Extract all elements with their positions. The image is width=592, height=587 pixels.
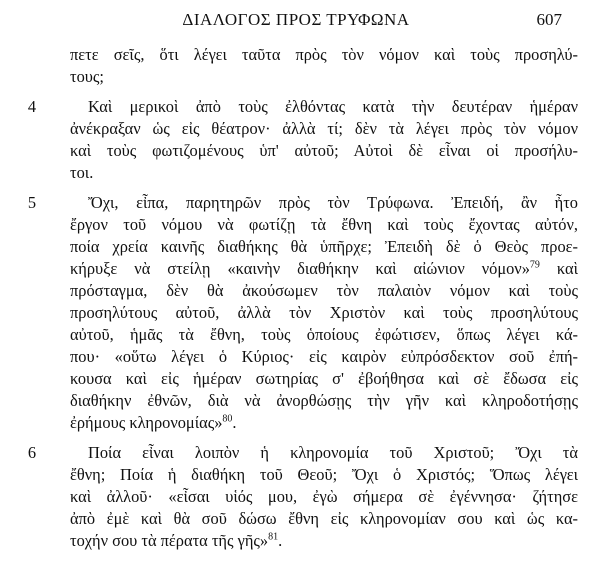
line-text: τοχήν σου τὰ πέρατα τῆς γῆς» [70,531,269,550]
text-line: Καὶ μερικοὶ ἀπὸ τοὺς ἐλθόντας κατὰ τὴν δευτέραν ἡμέραν [88,97,578,116]
text-line [70,412,578,434]
line-text: κήρυξε νὰ στείλῃ «καινὴν διαθήκην καὶ αἰώνιον νόμον» [70,259,530,278]
text-line: προσηλύτους αὐτοῦ, ἀλλὰ τὸν Χριστὸν καὶ τοὺς προσηλύτους [70,303,578,322]
text-line: Ποία εἶναι λοιπὸν ἡ κληρονομία τοῦ Χριστοῦ; Ὄχι τὰ [88,443,578,462]
footnote-ref-79[interactable]: 79 [529,259,540,271]
running-head [0,10,592,34]
footnote-ref-80[interactable]: 80 [222,413,233,425]
running-title: ΔΙΑΛΟΓΟΣ ΠΡΟΣ ΤΡΥΦΩΝΑ [182,10,410,29]
footnote-ref-81[interactable]: 81 [268,531,279,543]
text-line [70,530,578,552]
paragraph-6 [22,442,578,552]
paragraph-continuation [22,44,578,88]
text-line: τοι. [70,163,94,182]
text-line: ἀνέκραξαν ὡς εἰς θέατρον· ἀλλὰ τί; δὲν τὰ λέγει πρὸς τὸν νόμον [70,119,578,138]
page-number: 607 [536,10,562,29]
paragraph-number: 4 [27,97,37,116]
paragraph-4 [22,96,578,184]
text-line: τους; [70,67,104,86]
line-text: καὶ [539,259,578,278]
text-line: αὐτοῦ, ἡμᾶς τὰ ἔθνη, τοὺς ὁποίους ἐφώτισεν, ὅπως λέγει κά- [70,325,578,344]
text-line: καὶ τοὺς φωτιζομένους ὑπ' αὐτοῦ; Αὐτοὶ δὲ εἶναι οἱ προσήλυ- [70,141,578,160]
text-line: ποία χρεία καινῆς διαθήκης θὰ ὑπῆρχε; Ἐπειδὴ δὲ ὁ Θεὸς προε- [70,237,578,256]
text-line: πρόσταγμα, δὲν θὰ ἀκούσωμεν τὸν παλαιὸν νόμον καὶ τοὺς [70,281,578,300]
text-line: πετε σεῖς, ὅτι λέγει ταῦτα πρὸς τὸν νόμον καὶ τοὺς προσηλύ- [70,45,578,64]
text-line: που· «οὕτω λέγει ὁ Κύριος· εἰς καιρὸν εὐπρόσδεκτον σοῦ ἐπή- [70,347,578,366]
paragraph-number: 5 [27,193,37,212]
line-text: . [278,531,283,550]
text-line: καὶ ἀλλοῦ· «εἶσαι υἱός μου, ἐγὼ σήμερα σὲ ἐγέννησα· ζήτησε [70,487,578,506]
paragraph-5 [22,192,578,434]
line-text: . [232,413,237,432]
line-text: ἐρήμους κληρονομίας» [70,413,223,432]
body-text [22,44,578,560]
text-line: Ὄχι, εἶπα, παρητηρῶν πρὸς τὸν Τρύφωνα. Ἐπειδή, ἂν ἦτο [88,193,578,212]
text-line: ἔργον τοῦ νόμου νὰ φωτίζῃ τὰ ἔθνη καὶ τοὺς ἔχοντας αὐτόν, [70,215,578,234]
paragraph-number: 6 [27,443,37,462]
text-line: ἔθνη; Ποία ἡ διαθήκη τοῦ Θεοῦ; Ὄχι ὁ Χριστός; Ὅπως λέγει [70,465,578,484]
text-line: ἀπὸ ἐμὲ καὶ θὰ σοῦ δώσω ἔθνη εἰς κληρονομίαν σου καὶ ὡς κα- [70,509,578,528]
text-line [70,258,578,280]
text-line: διαθήκην ἐθνῶν, διὰ νὰ ἀνορθώσῃς τὴν γῆν καὶ κληροδοτήσῃς [70,391,578,410]
text-line: κουσα καὶ εἰς ἡμέραν σωτηρίας σ' ἐβοήθησα καὶ σὲ ἔδωσα εἰς [70,369,578,388]
